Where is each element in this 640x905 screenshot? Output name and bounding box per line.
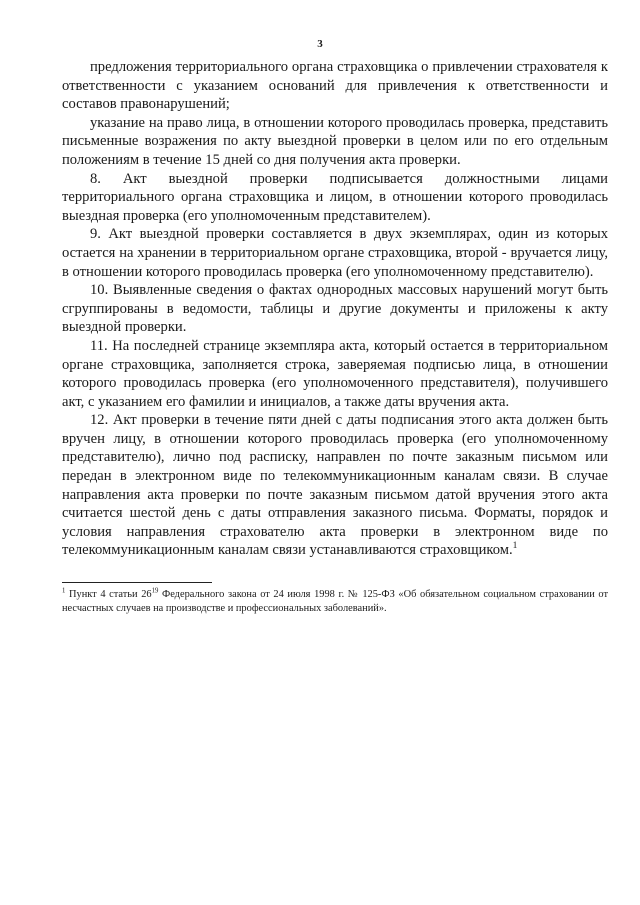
paragraph-text: предложения территориального органа страховщика о привлечении страхователя к ответственности с указанием оснований для привлечения к ответственности и составов правонарушений; xyxy=(62,59,608,113)
paragraph-text: указание на право лица, в отношении которого проводилась проверка, представить письменные возражения по акту выездной проверки в целом или по его отдельным положениям в течение 15 дней со дня получения акта проверки. xyxy=(62,114,608,168)
paragraph-9 xyxy=(62,225,608,281)
paragraph-12 xyxy=(62,411,608,560)
paragraph-proposals xyxy=(62,58,608,114)
paragraph-text: 12. Акт проверки в течение пяти дней с даты подписания этого акта должен быть вручен лицу, в отношении которого проводилась проверка (его уполномоченному представителю), лично под расписку, направлен по почте заказным письмом или передан в электронном виде по телекоммуникационным каналам связи. В случае направления акта проверки по почте заказным письмом датой вручения этого акта считается шестой день с даты отправления заказного письма. Форматы, порядок и условия направления страхователю акта проверки в электронном виде по телекоммуникационным каналам связи устанавливаются страховщиком. xyxy=(62,412,608,559)
paragraph-text: 8. Акт выездной проверки подписывается должностными лицами территориального органа страховщика и лицом, в отношении которого проводилась выездная проверка (его уполномоченным представителем). xyxy=(62,170,608,224)
footnote-text-after: Федерального закона от 24 июля 1998 г. № 125-ФЗ «Об обязательном социальном страховании от несчастных случаев на производстве и профессиональных заболеваний». xyxy=(62,589,608,614)
paragraph-10 xyxy=(62,281,608,337)
footnote-text-before: Пункт 4 статьи 26 xyxy=(65,589,152,600)
paragraph-text: 10. Выявленные сведения о фактах однородных массовых нарушений могут быть сгруппированы в ведомости, таблицы и другие документы и приложены к акту выездной проверки. xyxy=(62,282,608,336)
footnote-mark: 1 xyxy=(62,587,66,595)
page-number: 3 xyxy=(317,38,323,50)
paragraph-text: 9. Акт выездной проверки составляется в двух экземплярах, один из которых остается на хранении в территориальном органе страховщика, второй - вручается лицу, в отношении которого проводилась проверка (его уполномоченному представителю). xyxy=(62,226,608,280)
paragraph-objection-right xyxy=(62,114,608,170)
document-body xyxy=(62,58,608,560)
paragraph-8 xyxy=(62,170,608,226)
footnote-reference[interactable]: 1 xyxy=(512,541,518,552)
paragraph-11 xyxy=(62,337,608,411)
footnote-article-superscript: 19 xyxy=(151,587,159,595)
paragraph-text: 11. На последней странице экземпляра акта, который остается в территориальном органе страховщика, заполняется строка, заверяемая подписью лица, в отношении которого проводилась проверка (его уполномоченного представителя), получившего акт, с указанием его фамилии и инициалов, а также даты вручения акта. xyxy=(62,337,608,410)
footnote-divider xyxy=(62,582,212,583)
footnote xyxy=(62,588,608,616)
